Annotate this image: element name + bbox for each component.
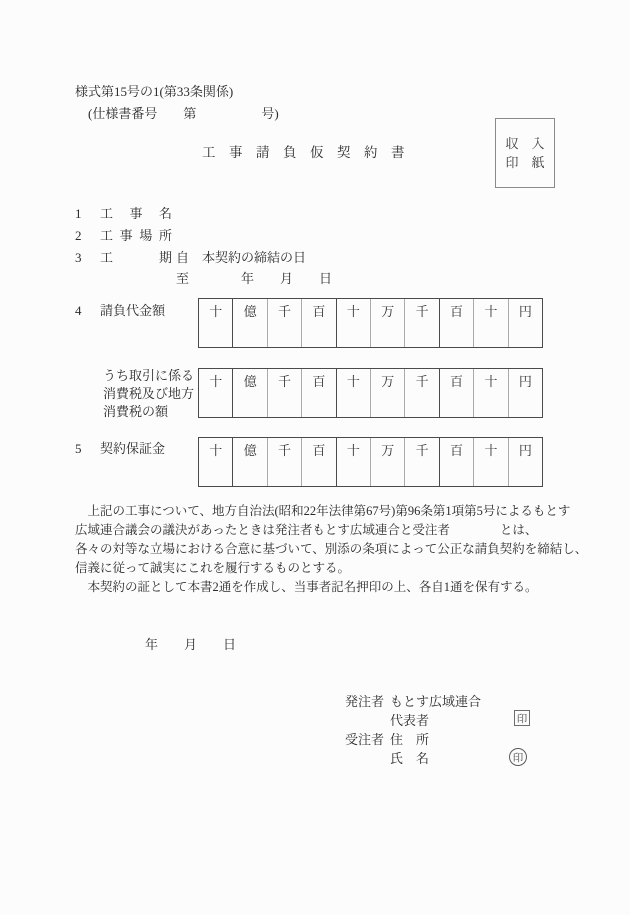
tax-label-line2: 消費税及び地方 <box>103 386 195 401</box>
tax-label-line1: うち取引に係る <box>103 368 195 383</box>
label-character: 事 <box>129 206 143 221</box>
digit-unit-label: 万 <box>381 304 395 319</box>
digit-unit-label: 千 <box>278 374 292 389</box>
amount-digit-cell <box>370 438 404 486</box>
amount-digit-cell <box>404 299 438 347</box>
form-number: 様式第15号の1(第33条関係) <box>75 84 234 99</box>
amount-digit-cell <box>199 438 232 486</box>
amount-digit-cell <box>508 369 542 417</box>
paragraph-line: 各々の対等な立場における合意に基づいて、別添の条項によって公正な請負契約を締結し、 <box>75 542 588 556</box>
paragraph-line: 信義に従って誠実にこれを履行するものとする。 <box>75 561 351 575</box>
item1-number: 1 <box>75 206 82 221</box>
document-title: 工 事 請 負 仮 契 約 書 <box>202 145 405 160</box>
amount-digit-cell <box>267 438 301 486</box>
contractor-name-label: 氏 名 <box>390 751 430 766</box>
amount-digit-cell <box>439 299 473 347</box>
amount-digit-cell <box>473 438 507 486</box>
digit-unit-label: 十 <box>484 374 498 389</box>
amount-digit-cell <box>439 438 473 486</box>
seal-character: 印 <box>512 752 524 764</box>
amount-digit-cell <box>267 299 301 347</box>
digit-unit-label: 千 <box>415 304 429 319</box>
label-character: 工 <box>100 206 114 221</box>
item3-label-construction-period <box>100 250 172 265</box>
paragraph-line: 本契約の証として本書2通を作成し、当事者記名押印の上、各自1通を保有する。 <box>75 580 538 594</box>
digit-unit-label: 十 <box>209 443 223 458</box>
contract-amount-table <box>198 298 543 348</box>
label-character: 期 <box>158 250 172 265</box>
consumption-tax-table <box>198 368 543 418</box>
orderer-seal-mark <box>514 710 530 726</box>
label-character: 事 <box>119 228 133 243</box>
contractor-seal-mark <box>509 748 527 766</box>
amount-digit-cell <box>508 438 542 486</box>
amount-digit-cell <box>370 369 404 417</box>
orderer-name: もとす広域連合 <box>390 694 482 709</box>
amount-digit-cell <box>370 299 404 347</box>
digit-unit-label: 十 <box>346 443 360 458</box>
digit-unit-label: 千 <box>415 443 429 458</box>
amount-digit-cell <box>267 369 301 417</box>
digit-unit-label: 十 <box>209 374 223 389</box>
amount-digit-cell <box>336 299 370 347</box>
item3-number: 3 <box>75 250 82 265</box>
tax-label-line3: 消費税の額 <box>103 404 169 419</box>
amount-digit-cell <box>301 438 335 486</box>
digit-unit-label: 円 <box>518 374 532 389</box>
label-character: 場 <box>139 228 153 243</box>
item2-number: 2 <box>75 228 82 243</box>
item4-label-contract-amount: 請負代金額 <box>100 303 166 318</box>
digit-unit-label: 百 <box>312 304 326 319</box>
spec-number-line: (仕様書番号 第 号) <box>88 106 279 121</box>
digit-unit-label: 十 <box>346 374 360 389</box>
contractor-address-label: 住 所 <box>390 732 430 747</box>
digit-unit-label: 百 <box>450 443 464 458</box>
amount-digit-cell <box>232 438 266 486</box>
label-character: 工 <box>100 250 114 265</box>
digit-unit-label: 千 <box>278 304 292 319</box>
amount-digit-cell <box>199 299 232 347</box>
amount-digit-cell <box>473 299 507 347</box>
orderer-role-label: 発注者 <box>345 694 385 709</box>
paragraph-line: 広域連合議会の議決があったときは発注者もとす広域連合と受注者 とは、 <box>75 523 538 537</box>
contractor-role-label: 受注者 <box>345 732 385 747</box>
digit-unit-label: 千 <box>278 443 292 458</box>
amount-digit-cell <box>232 369 266 417</box>
period-from-prefix: 自 <box>176 250 190 265</box>
digit-unit-label: 億 <box>243 443 257 458</box>
amount-digit-cell <box>508 299 542 347</box>
digit-unit-label: 円 <box>518 443 532 458</box>
stamp-label-line1: 収 入 <box>505 136 545 151</box>
item4-number: 4 <box>75 303 82 318</box>
seal-character: 印 <box>516 713 528 725</box>
contract-body-paragraph <box>75 502 588 597</box>
digit-unit-label: 千 <box>415 374 429 389</box>
digit-unit-label: 万 <box>381 443 395 458</box>
digit-unit-label: 十 <box>484 304 498 319</box>
digit-unit-label: 百 <box>450 304 464 319</box>
amount-digit-cell <box>473 369 507 417</box>
digit-unit-label: 億 <box>243 304 257 319</box>
amount-digit-cell <box>232 299 266 347</box>
contract-deposit-table <box>198 437 543 487</box>
revenue-stamp-box <box>495 118 555 188</box>
digit-unit-label: 万 <box>381 374 395 389</box>
period-to-line: 至 年 月 日 <box>176 271 333 286</box>
digit-unit-label: 十 <box>346 304 360 319</box>
label-character: 工 <box>100 228 114 243</box>
amount-digit-cell <box>301 369 335 417</box>
item2-label-construction-site <box>100 228 172 243</box>
amount-digit-cell <box>336 438 370 486</box>
digit-unit-label: 十 <box>209 304 223 319</box>
amount-digit-cell <box>301 299 335 347</box>
digit-unit-label: 百 <box>450 374 464 389</box>
item1-label-construction-name <box>100 206 172 221</box>
label-character: 所 <box>158 228 172 243</box>
digit-unit-label: 億 <box>243 374 257 389</box>
date-line: 年 月 日 <box>145 637 237 652</box>
label-character: 名 <box>158 206 172 221</box>
digit-unit-label: 百 <box>312 374 326 389</box>
digit-unit-label: 円 <box>518 304 532 319</box>
amount-digit-cell <box>439 369 473 417</box>
item5-label-contract-deposit: 契約保証金 <box>100 441 166 456</box>
amount-digit-cell <box>199 369 232 417</box>
digit-unit-label: 百 <box>312 443 326 458</box>
item5-number: 5 <box>75 441 82 456</box>
orderer-representative-label: 代表者 <box>390 713 430 728</box>
amount-digit-cell <box>336 369 370 417</box>
digit-unit-label: 十 <box>484 443 498 458</box>
stamp-label-line2: 印 紙 <box>505 155 545 170</box>
amount-digit-cell <box>404 438 438 486</box>
amount-digit-cell <box>404 369 438 417</box>
period-from-value: 本契約の締結の日 <box>202 250 307 265</box>
paragraph-line: 上記の工事について、地方自治法(昭和22年法律第67号)第96条第1項第5号によるもとす <box>75 504 571 518</box>
